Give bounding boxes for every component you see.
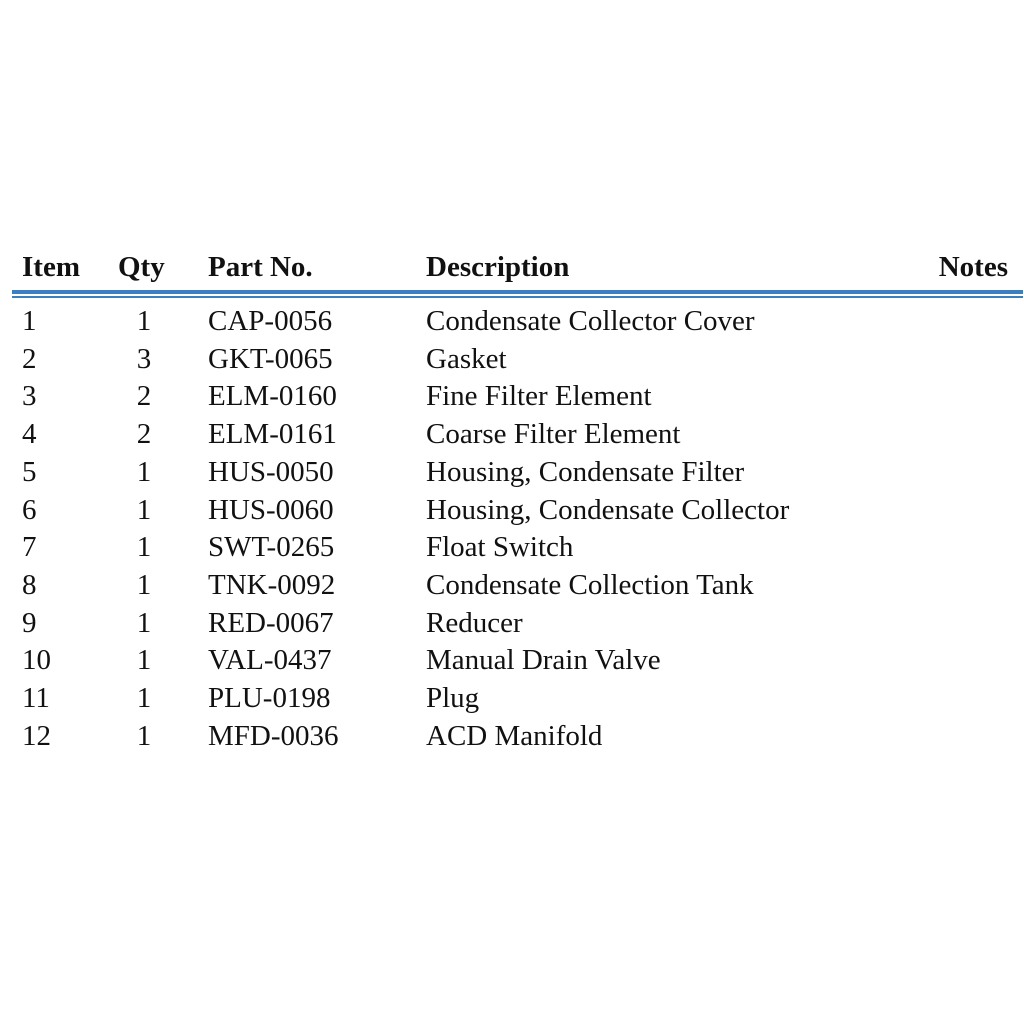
cell-qty: 1 (136, 568, 152, 601)
column-header-description: Description (426, 251, 570, 283)
column-header-qty: Qty (118, 251, 165, 283)
cell-item: 9 (22, 606, 37, 639)
cell-qty: 2 (136, 380, 152, 413)
table-row (0, 415, 1024, 453)
table-row (0, 717, 1024, 755)
cell-item: 1 (22, 305, 37, 337)
cell-part-no: HUS-0060 (208, 493, 334, 526)
header-divider-thick (12, 290, 1023, 294)
table-row (0, 528, 1024, 566)
cell-description: Housing, Condensate Filter (426, 455, 745, 488)
cell-item: 12 (22, 719, 51, 752)
cell-description: Condensate Collector Cover (426, 305, 755, 337)
table-row (0, 302, 1024, 340)
cell-qty: 1 (136, 305, 152, 337)
table-row (0, 604, 1024, 642)
cell-item: 7 (22, 531, 37, 564)
table-row (0, 453, 1024, 491)
column-header-part-no: Part No. (208, 251, 313, 283)
cell-item: 5 (22, 455, 37, 488)
cell-description: ACD Manifold (426, 719, 603, 752)
cell-qty: 1 (136, 531, 152, 564)
cell-qty: 1 (136, 682, 152, 714)
cell-part-no: TNK-0092 (208, 568, 336, 601)
cell-description: Reducer (426, 606, 523, 639)
cell-part-no: GKT-0065 (208, 342, 333, 375)
cell-qty: 1 (136, 644, 152, 677)
table-row (0, 641, 1024, 679)
cell-part-no: SWT-0265 (208, 531, 335, 564)
cell-part-no: ELM-0161 (208, 418, 337, 451)
table-row (0, 377, 1024, 415)
cell-description: Coarse Filter Element (426, 418, 681, 451)
table-row (0, 566, 1024, 604)
cell-part-no: MFD-0036 (208, 719, 339, 752)
table-row (0, 340, 1024, 378)
cell-description: Manual Drain Valve (426, 644, 661, 677)
cell-part-no: VAL-0437 (208, 644, 332, 677)
cell-item: 11 (22, 682, 50, 714)
cell-qty: 1 (136, 719, 152, 752)
cell-description: Condensate Collection Tank (426, 568, 754, 601)
cell-description: Float Switch (426, 531, 574, 564)
column-header-notes: Notes (938, 251, 1008, 283)
cell-item: 3 (22, 380, 37, 413)
cell-part-no: PLU-0198 (208, 682, 331, 714)
cell-description: Plug (426, 682, 480, 714)
cell-part-no: RED-0067 (208, 606, 334, 639)
cell-item: 10 (22, 644, 51, 677)
cell-description: Gasket (426, 342, 507, 375)
cell-item: 2 (22, 342, 37, 375)
cell-qty: 1 (136, 606, 152, 639)
cell-part-no: ELM-0160 (208, 380, 337, 413)
cell-item: 8 (22, 568, 37, 601)
cell-qty: 1 (136, 493, 152, 526)
cell-qty: 1 (136, 455, 152, 488)
cell-part-no: HUS-0050 (208, 455, 334, 488)
cell-description: Housing, Condensate Collector (426, 493, 790, 526)
cell-description: Fine Filter Element (426, 380, 652, 413)
cell-item: 6 (22, 493, 37, 526)
column-header-item: Item (22, 251, 80, 283)
cell-qty: 3 (136, 342, 152, 375)
header-divider-thin (12, 296, 1023, 298)
table-row (0, 491, 1024, 529)
cell-part-no: CAP-0056 (208, 305, 333, 337)
cell-qty: 2 (136, 418, 152, 451)
table-row (0, 679, 1024, 717)
cell-item: 4 (22, 418, 37, 451)
